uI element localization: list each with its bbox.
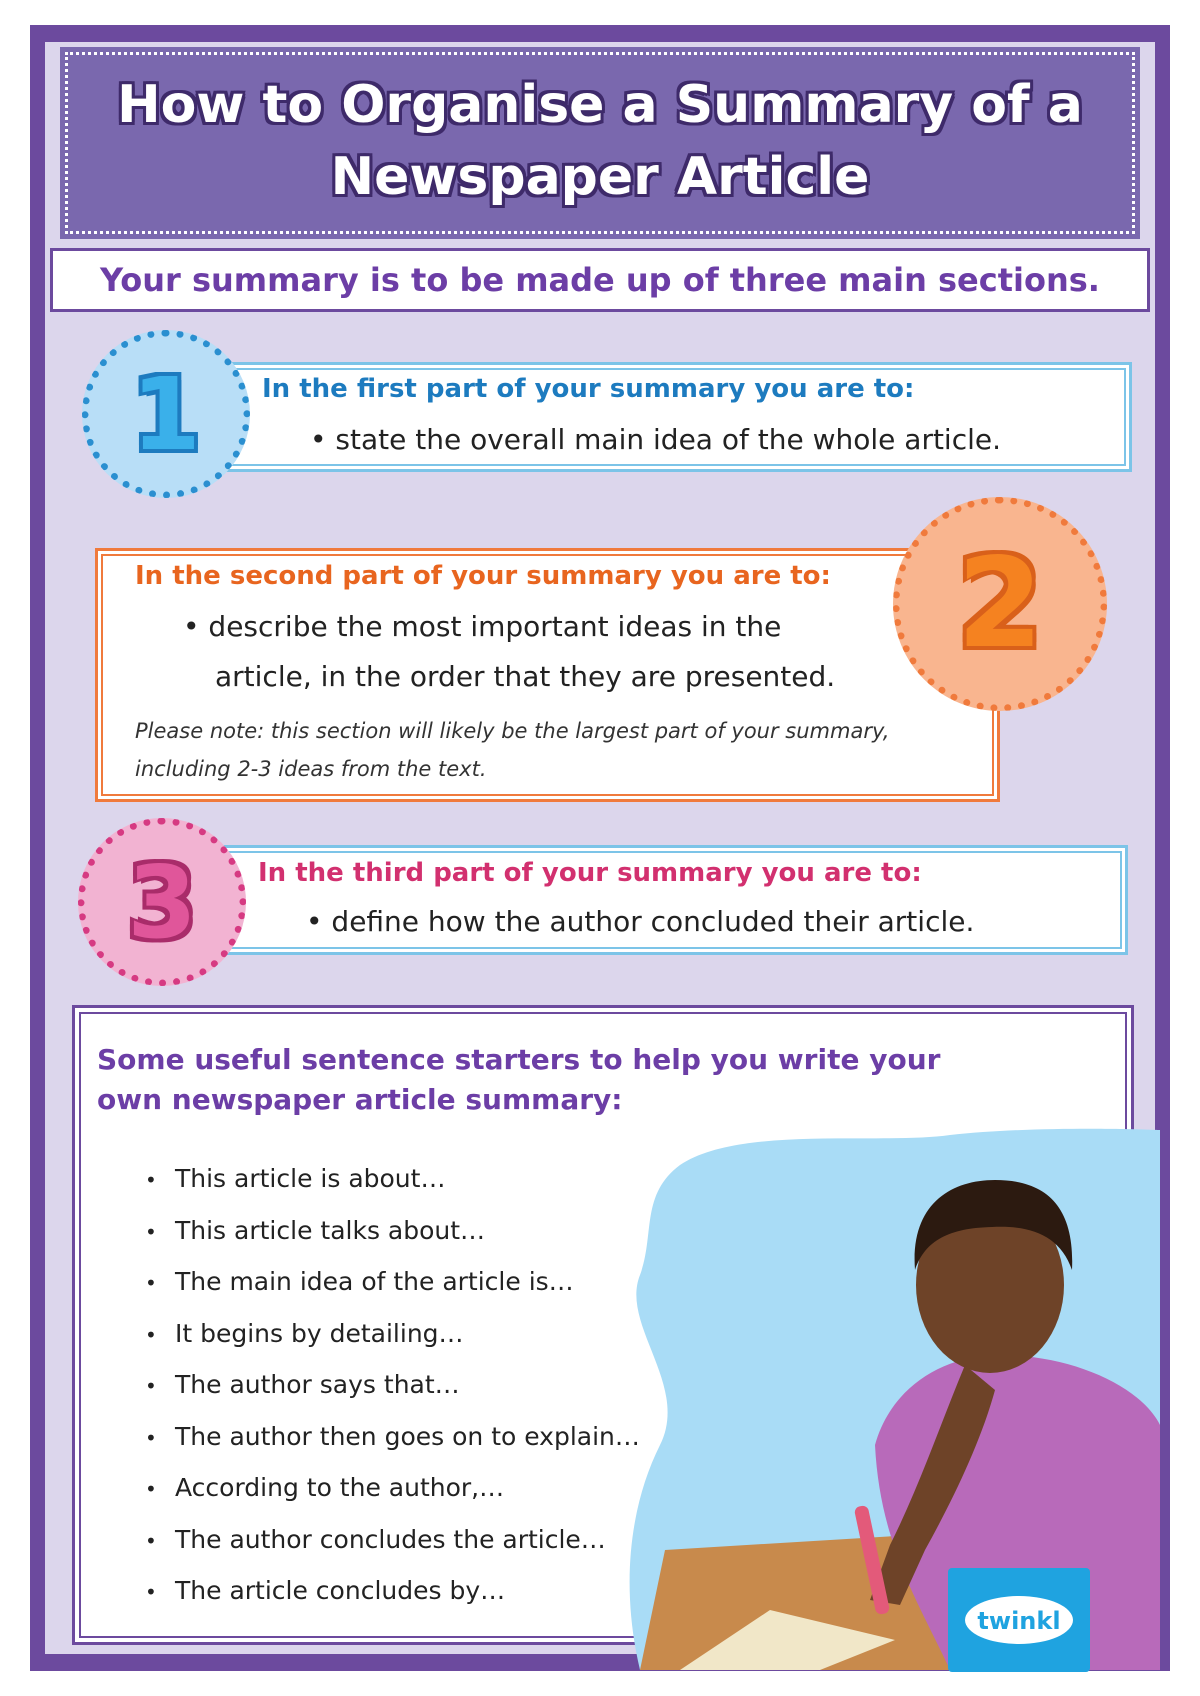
subtitle: Your summary is to be made up of three main sections. bbox=[100, 261, 1100, 299]
step-2-bullet-text-2: article, in the order that they are presented. bbox=[215, 660, 836, 693]
list-item: • This article talks about… bbox=[145, 1215, 486, 1245]
step-2-bullet-text-1: describe the most important ideas in the bbox=[208, 610, 782, 643]
list-item: • The main idea of the article is… bbox=[145, 1267, 574, 1296]
step-3-number-badge bbox=[78, 818, 246, 986]
step-3-heading: In the third part of your summary you are to: bbox=[258, 858, 922, 888]
list-item-text: The author concludes the article… bbox=[175, 1524, 606, 1554]
list-item: • According to the author,… bbox=[145, 1473, 505, 1502]
step-3-number: 3 bbox=[127, 843, 197, 961]
list-item: • The author then goes on to explain… bbox=[145, 1421, 640, 1451]
step-1-bullet: • state the overall main idea of the whole article. bbox=[310, 423, 1002, 456]
list-item-text: The author says that… bbox=[175, 1370, 460, 1399]
subtitle-box bbox=[50, 248, 1150, 312]
list-item: • This article is about… bbox=[145, 1164, 446, 1193]
step-2-note: Please note: this section will likely be the largest part of your summary, including 2-3 ideas from the text. bbox=[135, 719, 890, 781]
title-line-2: Newspaper Article bbox=[330, 147, 870, 207]
list-item: • The article concludes by… bbox=[145, 1576, 506, 1605]
list-item-text: The article concludes by… bbox=[175, 1576, 506, 1605]
list-item-text: This article talks about… bbox=[175, 1215, 486, 1245]
step-1-number-badge bbox=[82, 330, 250, 498]
step-3-bullet-text: define how the author concluded their article. bbox=[331, 905, 975, 938]
sentence-starters-heading: Some useful sentence starters to help you write your own newspaper article summary: bbox=[97, 1043, 941, 1116]
title-line-1: How to Organise a Summary of a bbox=[117, 75, 1083, 135]
step-2-bullet-continuation bbox=[215, 653, 835, 701]
step-2-heading: In the second part of your summary you are to: bbox=[135, 561, 831, 591]
list-item: • The author says that… bbox=[145, 1370, 460, 1399]
list-item-text: The author then goes on to explain… bbox=[175, 1421, 640, 1451]
step-2-bullet: • describe the most important ideas in the bbox=[183, 610, 782, 643]
list-item-text: It begins by detailing… bbox=[175, 1318, 464, 1348]
list-item-text: The main idea of the article is… bbox=[175, 1267, 574, 1296]
list-item-text: This article is about… bbox=[175, 1164, 446, 1193]
step-1-heading: In the first part of your summary you are to: bbox=[262, 374, 915, 404]
title-banner bbox=[60, 47, 1140, 239]
step-2-number-badge bbox=[893, 497, 1107, 711]
sentence-starters-list bbox=[145, 1153, 640, 1617]
page-title bbox=[60, 69, 1140, 213]
list-item-text: According to the author,… bbox=[175, 1473, 505, 1502]
twinkl-logo bbox=[948, 1568, 1090, 1672]
list-item: • The author concludes the article… bbox=[145, 1524, 606, 1554]
list-item: • It begins by detailing… bbox=[145, 1318, 464, 1348]
step-1-number: 1 bbox=[131, 355, 201, 473]
step-1-bullet-text: state the overall main idea of the whole article. bbox=[335, 423, 1002, 456]
logo-text: twinkl bbox=[977, 1607, 1061, 1635]
step-2-number: 2 bbox=[956, 532, 1044, 676]
step-3-bullet: • define how the author concluded their article. bbox=[306, 905, 975, 938]
